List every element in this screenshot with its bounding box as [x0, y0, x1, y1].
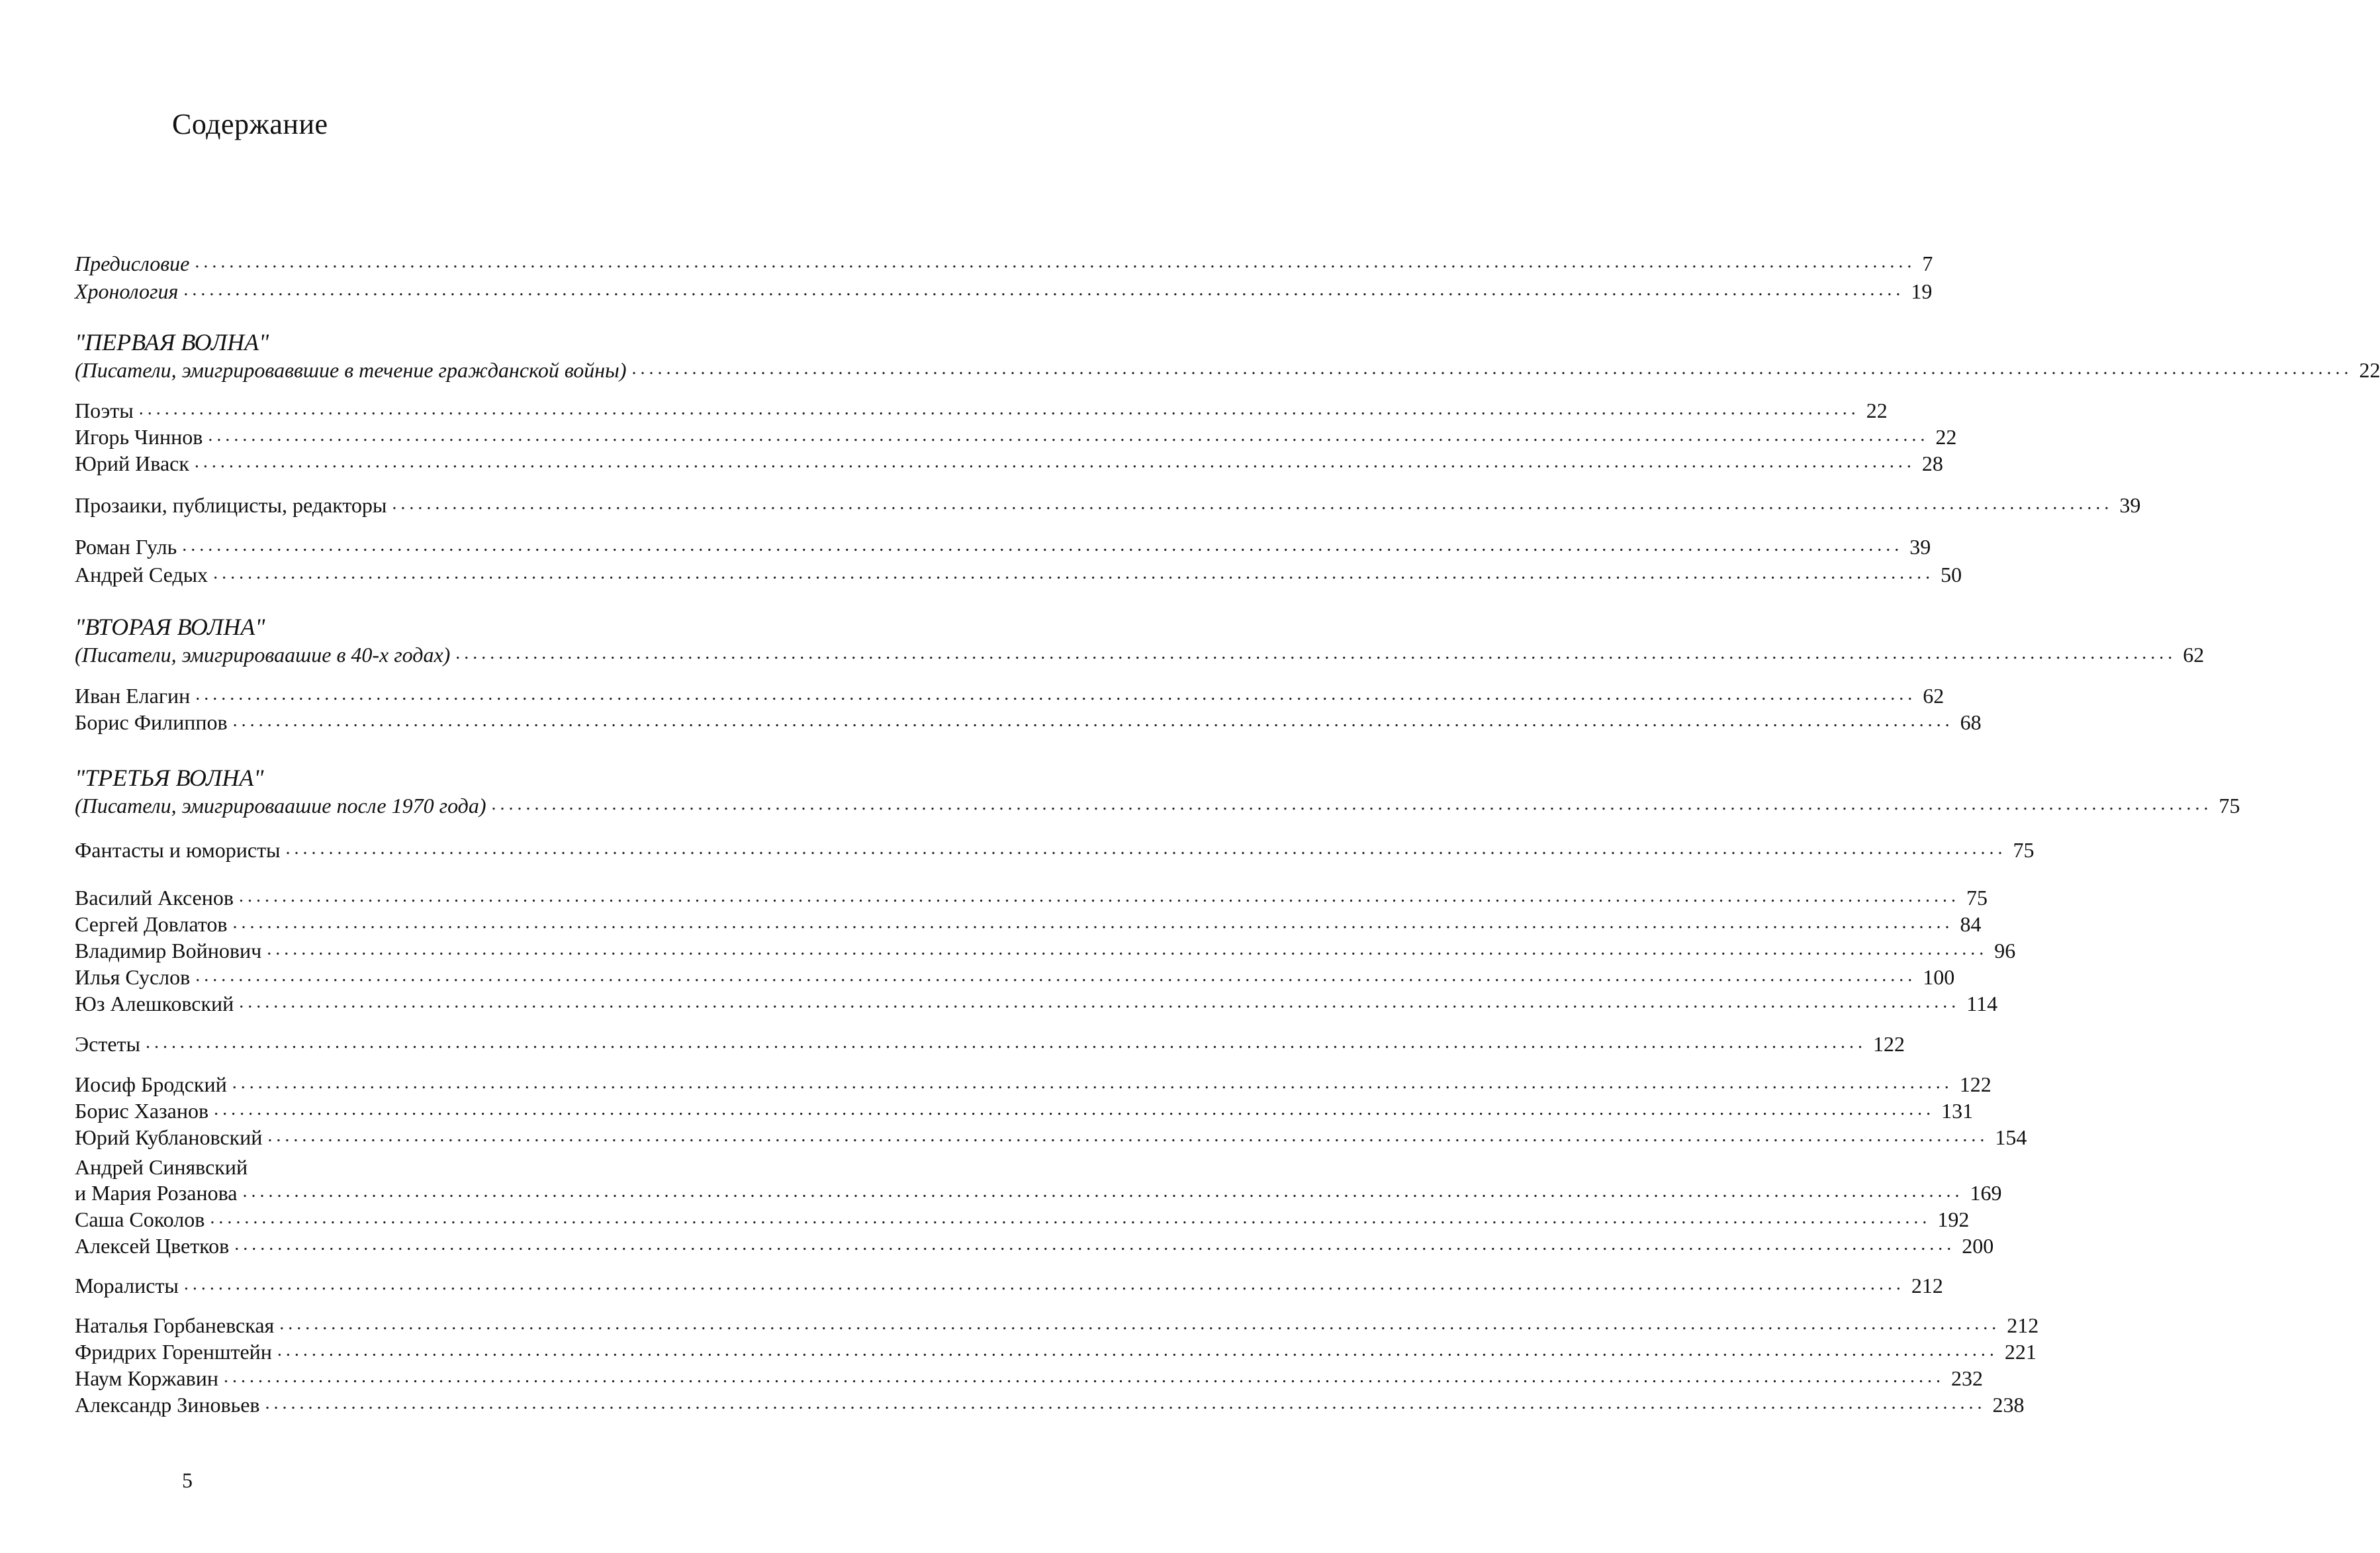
- dot-leader: ........................................................................................................................................................................................................: [208, 425, 1929, 446]
- toc-entry-page: 75: [2219, 794, 2240, 818]
- toc-entry-page: 62: [2183, 643, 2205, 667]
- toc-entry-label: Иван Елагин: [75, 684, 191, 708]
- dot-leader: ........................................................................................................................................................................................................: [195, 684, 1917, 704]
- toc-entry-label: (Писатели, эмигрироваввшие в течение гражданской войны): [75, 358, 627, 382]
- toc-entry-label: Юз Алешковский: [75, 992, 234, 1015]
- dot-leader: ........................................................................................................................................................................................................: [195, 965, 1917, 986]
- toc-entry-page: 131: [1941, 1099, 1974, 1123]
- dot-leader: ........................................................................................................................................................................................................: [267, 939, 1988, 959]
- toc-entry[interactable]: [75, 1312, 2039, 1339]
- section-heading-second-wave: "ВТОРАЯ ВОЛНА": [75, 614, 265, 640]
- toc-entry-page: 238: [1992, 1393, 2025, 1417]
- toc-entry-label: Василий Аксенов: [75, 886, 234, 910]
- toc-entry-page: 154: [1995, 1125, 2027, 1149]
- toc-entry-page: 39: [2119, 493, 2141, 517]
- toc-entry-page: 22: [2359, 358, 2380, 382]
- toc-entry[interactable]: [75, 1124, 2027, 1151]
- dot-leader: ........................................................................................................................................................................................................: [223, 1366, 1945, 1387]
- toc-entry-label: Предисловие: [75, 252, 190, 275]
- toc-entry-page: 122: [1873, 1032, 1905, 1056]
- toc-entry-continued-label: Андрей Синявский: [75, 1155, 248, 1179]
- dot-leader: ........................................................................................................................................................................................................: [285, 838, 2007, 859]
- toc-entry[interactable]: [75, 1071, 1991, 1098]
- toc-entry-label: Роман Гуль: [75, 535, 177, 559]
- dot-leader: ........................................................................................................................................................................................................: [242, 1181, 1964, 1201]
- toc-entry-page: 28: [1921, 451, 1943, 475]
- toc-entry-label: Иосиф Бродский: [75, 1072, 227, 1096]
- toc-entry-label: Илья Суслов: [75, 965, 191, 989]
- toc-entry-label: Алексей Цветков: [75, 1234, 230, 1258]
- toc-entry-page: 221: [2004, 1340, 2037, 1364]
- dot-leader: ........................................................................................................................................................................................................: [146, 1032, 1866, 1053]
- page-title: Содержание: [172, 108, 328, 140]
- toc-entry-page: 192: [1937, 1207, 1970, 1231]
- toc-entry-page: 39: [1909, 535, 1931, 559]
- dot-leader: ........................................................................................................................................................................................................: [631, 358, 2353, 379]
- toc-entry-label: Борис Филиппов: [75, 710, 228, 734]
- toc-entry-page: 232: [1950, 1366, 1983, 1390]
- toc-entry-page: 169: [1970, 1181, 2002, 1205]
- toc-entry-label: Наталья Горбаневская: [75, 1313, 275, 1337]
- page-number: 5: [182, 1468, 193, 1492]
- toc-entry-page: 22: [1866, 399, 1888, 422]
- toc-entry[interactable]: [75, 450, 1943, 477]
- dot-leader: ........................................................................................................................................................................................................: [232, 912, 1954, 933]
- toc-entry[interactable]: [75, 1391, 2025, 1418]
- toc-entry[interactable]: [75, 397, 1888, 424]
- toc-entry[interactable]: [75, 357, 2380, 383]
- toc-entry[interactable]: [75, 1180, 2002, 1206]
- toc-entry[interactable]: [75, 1206, 1970, 1233]
- toc-entry-page: 84: [1960, 912, 1982, 936]
- toc-entry-label: Андрей Седых: [75, 563, 208, 587]
- dot-leader: ........................................................................................................................................................................................................: [265, 1393, 1986, 1413]
- toc-entry-page: 114: [1966, 992, 1998, 1015]
- toc-entry[interactable]: [75, 964, 1955, 990]
- toc-entry-label: Поэты: [75, 399, 134, 422]
- toc-entry-page: 50: [1941, 563, 1962, 587]
- toc-entry-page: 7: [1922, 252, 1933, 275]
- toc-entry-page: 212: [2007, 1313, 2039, 1337]
- toc-entry-label: (Писатели, эмигрироваашие после 1970 года): [75, 794, 486, 818]
- toc-entry-label: Эстеты: [75, 1032, 140, 1056]
- toc-entry-label: (Писатели, эмигрироваашие в 40-х годах): [75, 643, 451, 667]
- toc-entry[interactable]: [75, 641, 2205, 668]
- toc-entry-label: и Мария Розанова: [75, 1181, 238, 1205]
- toc-entry-page: 212: [1911, 1274, 1943, 1297]
- toc-entry[interactable]: [75, 1339, 2037, 1365]
- dot-leader: ........................................................................................................................................................................................................: [232, 1072, 1953, 1093]
- dot-leader: ........................................................................................................................................................................................................: [182, 535, 1903, 555]
- toc-entry-page: 75: [2013, 838, 2035, 862]
- toc-entry[interactable]: [75, 1233, 1994, 1259]
- toc-entry[interactable]: [75, 792, 2240, 819]
- dot-leader: ........................................................................................................................................................................................................: [232, 710, 1954, 731]
- dot-leader: ........................................................................................................................................................................................................: [138, 399, 1860, 419]
- section-heading-third-wave: "ТРЕТЬЯ ВОЛНА": [75, 765, 264, 791]
- dot-leader: ........................................................................................................................................................................................................: [267, 1125, 1989, 1146]
- toc-entry[interactable]: [75, 682, 1945, 709]
- toc-entry[interactable]: [75, 424, 1957, 450]
- toc-entry-label: Хронология: [75, 279, 179, 303]
- dot-leader: ........................................................................................................................................................................................................: [279, 1313, 2001, 1334]
- dot-leader: ........................................................................................................................................................................................................: [277, 1340, 1998, 1360]
- toc-entry-page: 100: [1923, 965, 1955, 989]
- toc-entry[interactable]: [75, 709, 1982, 735]
- toc-entry-label: Юрий Иваск: [75, 451, 189, 475]
- dot-leader: ........................................................................................................................................................................................................: [214, 1099, 1935, 1119]
- toc-entry-label: Фридрих Горенштейн: [75, 1340, 272, 1364]
- dot-leader: ........................................................................................................................................................................................................: [183, 279, 1905, 300]
- toc-entry[interactable]: [75, 1031, 1905, 1057]
- toc-entry[interactable]: [75, 1365, 1983, 1391]
- toc-entry[interactable]: [75, 534, 1931, 560]
- toc-entry-page: 96: [1994, 939, 2016, 963]
- toc-entry[interactable]: [75, 884, 1988, 911]
- dot-leader: ........................................................................................................................................................................................................: [491, 794, 2213, 814]
- toc-entry-label: Борис Хазанов: [75, 1099, 209, 1123]
- toc-entry-page: 75: [1966, 886, 1988, 910]
- toc-entry-page: 62: [1923, 684, 1945, 708]
- dot-leader: ........................................................................................................................................................................................................: [455, 643, 2177, 663]
- toc-entry[interactable]: [75, 1098, 1974, 1124]
- toc-entry-label: Саша Соколов: [75, 1207, 205, 1231]
- toc-entry-label: Сергей Довлатов: [75, 912, 228, 936]
- dot-leader: ........................................................................................................................................................................................................: [234, 1234, 1956, 1254]
- toc-entry-page: 200: [1962, 1234, 1994, 1258]
- toc-entry-page: 19: [1911, 279, 1933, 303]
- toc-entry[interactable]: [75, 561, 1962, 588]
- toc-entry-page: 122: [1959, 1072, 1991, 1096]
- toc-entry[interactable]: [75, 250, 1933, 277]
- toc-entry-label: Александр Зиновьев: [75, 1393, 260, 1417]
- dot-leader: ........................................................................................................................................................................................................: [210, 1207, 1931, 1228]
- dot-leader: ........................................................................................................................................................................................................: [213, 563, 1935, 583]
- toc-entry-page: 68: [1960, 710, 1982, 734]
- dot-leader: ........................................................................................................................................................................................................: [194, 451, 1915, 472]
- toc-entry-label: Фантасты и юмористы: [75, 838, 281, 862]
- toc-entry[interactable]: [75, 911, 1982, 937]
- toc-entry[interactable]: [75, 990, 1998, 1017]
- toc-entry-label: Юрий Кублановский: [75, 1125, 263, 1149]
- toc-entry-label: Игорь Чиннов: [75, 425, 203, 449]
- dot-leader: ........................................................................................................................................................................................................: [239, 992, 1960, 1012]
- dot-leader: ........................................................................................................................................................................................................: [392, 493, 2113, 514]
- toc-entry[interactable]: [75, 278, 1933, 305]
- toc-entry[interactable]: [75, 937, 2016, 964]
- toc-entry-label: Наум Коржавин: [75, 1366, 218, 1390]
- toc-entry-label: Прозаики, публицисты, редакторы: [75, 493, 387, 517]
- dot-leader: ........................................................................................................................................................................................................: [195, 252, 1916, 272]
- dot-leader: ........................................................................................................................................................................................................: [238, 886, 1960, 906]
- toc-entry[interactable]: [75, 492, 2141, 518]
- toc-entry-label: Моралисты: [75, 1274, 179, 1297]
- dot-leader: ........................................................................................................................................................................................................: [183, 1274, 1905, 1294]
- section-heading-first-wave: "ПЕРВАЯ ВОЛНА": [75, 329, 269, 355]
- toc-entry-label: Владимир Войнович: [75, 939, 262, 963]
- toc-entry[interactable]: [75, 837, 2035, 863]
- toc-entry[interactable]: [75, 1272, 1943, 1299]
- toc-entry-page: 22: [1935, 425, 1957, 449]
